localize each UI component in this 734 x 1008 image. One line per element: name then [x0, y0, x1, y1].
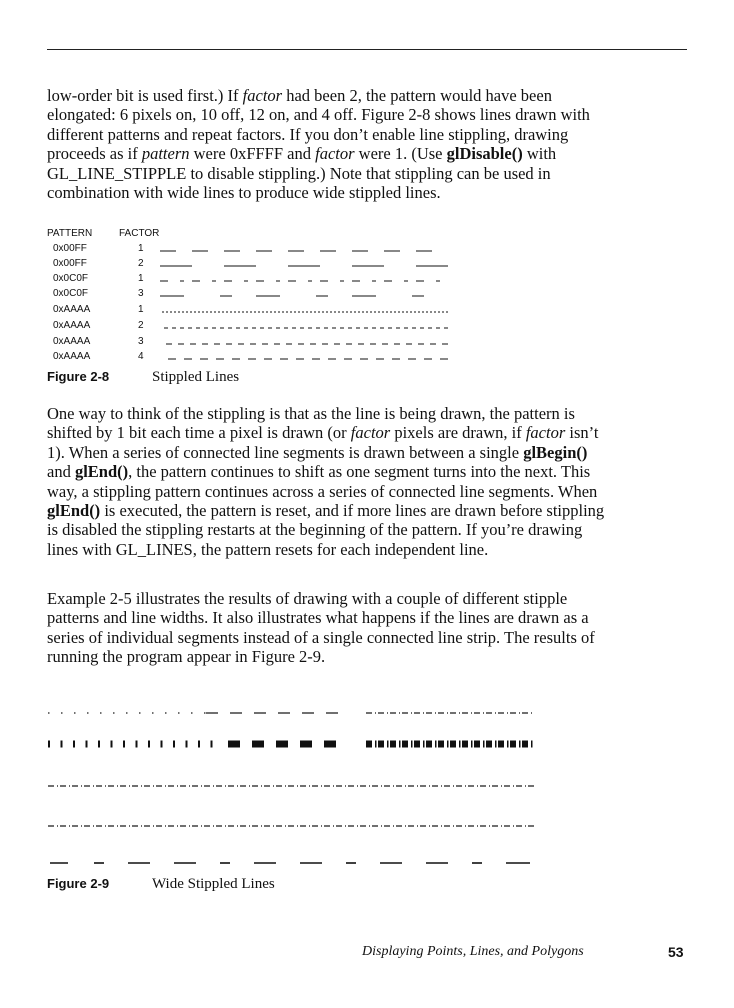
body-paragraph-3: [47, 589, 612, 667]
text-run: factor: [315, 144, 355, 164]
pattern-value: 0xAAAA: [53, 336, 91, 347]
text-run: were 1. (Use: [354, 144, 447, 164]
text-run: factor: [350, 423, 391, 443]
pattern-value: 0xAAAA: [53, 304, 91, 315]
stipple-row: [0, 320, 734, 337]
pattern-value: 0x00FF: [53, 243, 87, 254]
pattern-value: 0xAAAA: [53, 320, 91, 331]
factor-value: 1: [138, 273, 144, 284]
text-run: low-order bit is used first.) If: [47, 86, 243, 105]
factor-value: 3: [138, 288, 144, 299]
stipple-line: [160, 294, 452, 298]
running-footer-title: Displaying Points, Lines, and Polygons: [362, 944, 584, 959]
stipple-line: [160, 279, 452, 283]
factor-value: 2: [138, 320, 144, 331]
text-run: One way to think of the stippling is that as the line is being drawn, the pattern is shifted by 1 bit each time a pixel is drawn (or: [47, 404, 575, 443]
top-rule: [47, 49, 687, 50]
stipple-line: [160, 357, 452, 361]
stipple-line: [160, 342, 452, 346]
figure-2-8-title: Stippled Lines: [152, 369, 240, 385]
factor-value: 1: [138, 243, 144, 254]
pattern-value: 0xAAAA: [53, 351, 91, 362]
pattern-value: 0x00FF: [53, 258, 87, 269]
figure-2-9-caption: [47, 876, 275, 893]
pattern-value: 0x0C0F: [53, 288, 89, 299]
pattern-value: 0x0C0F: [53, 273, 89, 284]
text-run: had been 2, the pattern would have been elongated: 6 pixels on, 10 off, 12 on, and 4 off. Figure 2-8 shows lines drawn with different patterns and repeat factors. If you don’t enable line stippling, drawing proceeds as if: [47, 86, 590, 164]
pattern-column-header: PATTERN: [47, 228, 93, 239]
figure-2-8-label: Figure 2-8: [47, 369, 110, 384]
stipple-row: [0, 304, 734, 321]
stipple-line: [160, 310, 452, 314]
body-paragraph-2: [47, 404, 612, 559]
text-run: were 0xFFFF and: [189, 144, 316, 164]
factor-column-header: FACTOR: [119, 228, 160, 239]
stipple-line: [160, 249, 452, 253]
figure-2-9-label: Figure 2-9: [47, 876, 110, 891]
stipple-row: [0, 351, 734, 368]
text-run: Example 2-5 illustrates the results of drawing with a couple of different stipple patterns and line widths. It also illustrates what happens if the lines are drawn as a series of individual segments instead of a single connected line strip. The results of running the program appear in Figure 2-9.: [47, 589, 595, 667]
text-run: glDisable(): [446, 144, 523, 164]
text-run: glEnd(): [47, 501, 101, 521]
factor-value: 1: [138, 304, 144, 315]
stipple-line: [160, 326, 452, 330]
stipple-line: [160, 264, 452, 268]
text-run: pixels are drawn, if: [390, 423, 526, 443]
factor-value: 3: [138, 336, 144, 347]
text-run: glBegin(): [523, 442, 588, 462]
factor-value: 2: [138, 258, 144, 269]
text-run: isn’t 1). When a series of connected line segments is drawn between a single: [47, 423, 599, 462]
text-run: with GL_LINE_STIPPLE to disable stippling.) Note that stippling can be used in combination with wide lines to produce wide stippled lines.: [47, 144, 557, 203]
page-number: 53: [668, 944, 684, 960]
text-run: and: [47, 462, 75, 482]
wide-stippled-lines-plot: [46, 700, 536, 870]
figure-2-9-title: Wide Stippled Lines: [152, 876, 275, 892]
text-run: glEnd(): [74, 462, 129, 482]
text-run: , the pattern continues to shift as one segment turns into the next. This way, a stippling pattern continues across a series of connected line segments. When: [47, 462, 598, 501]
factor-value: 4: [138, 351, 144, 362]
text-run: factor: [525, 423, 566, 443]
stipple-row: [0, 288, 734, 305]
text-run: is executed, the pattern is reset, and if more lines are drawn before stippling is disabled the stippling restarts at the beginning of the pattern. If you’re drawing lines with GL_LINES, the pattern resets for each independent line.: [47, 501, 605, 559]
figure-2-8-caption: [47, 369, 240, 386]
text-run: pattern: [141, 144, 190, 164]
text-run: factor: [242, 86, 283, 105]
body-paragraph-1: [47, 86, 612, 202]
